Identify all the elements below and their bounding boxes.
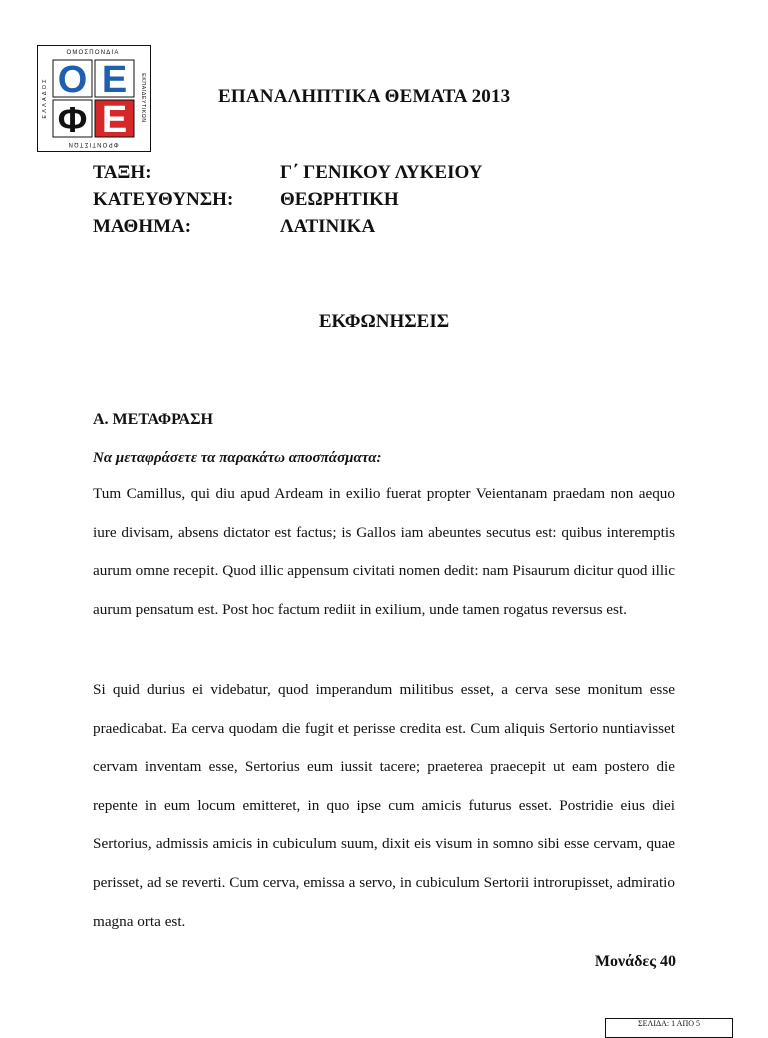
document-title: ΕΠΑΝΑΛΗΠΤΙΚΑ ΘΕΜΑΤΑ 2013 (218, 86, 511, 107)
ofe-logo (37, 45, 151, 152)
logo-letter-epsilon-top: Ε (101, 59, 128, 101)
part-a-heading: Α. ΜΕΤΑΦΡΑΣΗ (93, 411, 213, 428)
logo-ring-bottom: ΦΡΟΝΤΙΣΤΩΝ (67, 141, 119, 147)
info-label-class: ΤΑΞΗ: (93, 162, 152, 183)
logo-ring-top: ΟΜΟΣΠΟΝΔΙΑ (66, 50, 120, 56)
points-label: Μονάδες 40 (594, 953, 676, 970)
latin-passage-1: Tum Camillus, qui diu apud Ardeam in exilio fuerat propter Veientanam praedam non aequo iure divisam, absens dictator est factus; is Gallos iam abeuntes secutus est: quibus interemptis aurum omne recepit. Quod illic appensum civitati nomen dedit: nam Pisaurum dicitur quod illic aurum pensatum est. Post hoc factum rediit in exilium, unde tamen rogatus reversus est. (93, 485, 675, 618)
page-number-box: ΣΕΛΙΔΑ: 1 ΑΠΟ 5 (605, 1018, 733, 1038)
info-value-direction: ΘΕΩΡΗΤΙΚΗ (280, 189, 399, 210)
info-value-subject: ΛΑΤΙΝΙΚΑ (280, 216, 376, 237)
logo-ring-left: ΕΛΛΑΔΟΣ (42, 77, 48, 119)
info-label-direction: ΚΑΤΕΥΘΥΝΣΗ: (93, 189, 234, 210)
latin-passage-2: Si quid durius ei videbatur, quod imperandum militibus esset, a cerva sese monitum esse praedicabat. Ea cerva quodam die fugit et perisse credita est. Cum aliquis Sertorio nuntiavisset cervam inventam esse, Sertorius eum iussit tacere; praeterea praecepit ut eam postero die repente in eum locum emitteret, in quo ipse cum amicis futurus esset. Postridie eius diei Sertorius, admissis amicis in cubiculum suum, dixit eis visum in somno sibi esse cervam, quae perisset, ad se reverti. Cum cerva, emissa a servo, in cubiculum Sertorii introrupisset, admiratio magna orta est. (93, 681, 675, 930)
logo-letter-phi: Φ (57, 99, 88, 140)
info-value-class: Γ΄ ΓΕΝΙΚΟΥ ΛΥΚΕΙΟΥ (280, 162, 483, 183)
info-label-subject: ΜΑΘΗΜΑ: (93, 216, 192, 237)
logo-ring-right: ΕΚΠΑΙΔΕΥΤΙΚΩΝ (140, 73, 146, 123)
logo-letter-epsilon-bottom: Ε (101, 99, 128, 141)
part-a-instruction: Να μεταφράσετε τα παρακάτω αποσπάσματα: (93, 450, 382, 466)
logo-letter-omicron: Ο (57, 59, 88, 101)
ofe-logo-graphic (38, 46, 149, 150)
section-heading: ΕΚΦΩΝΗΣΕΙΣ (318, 311, 450, 332)
